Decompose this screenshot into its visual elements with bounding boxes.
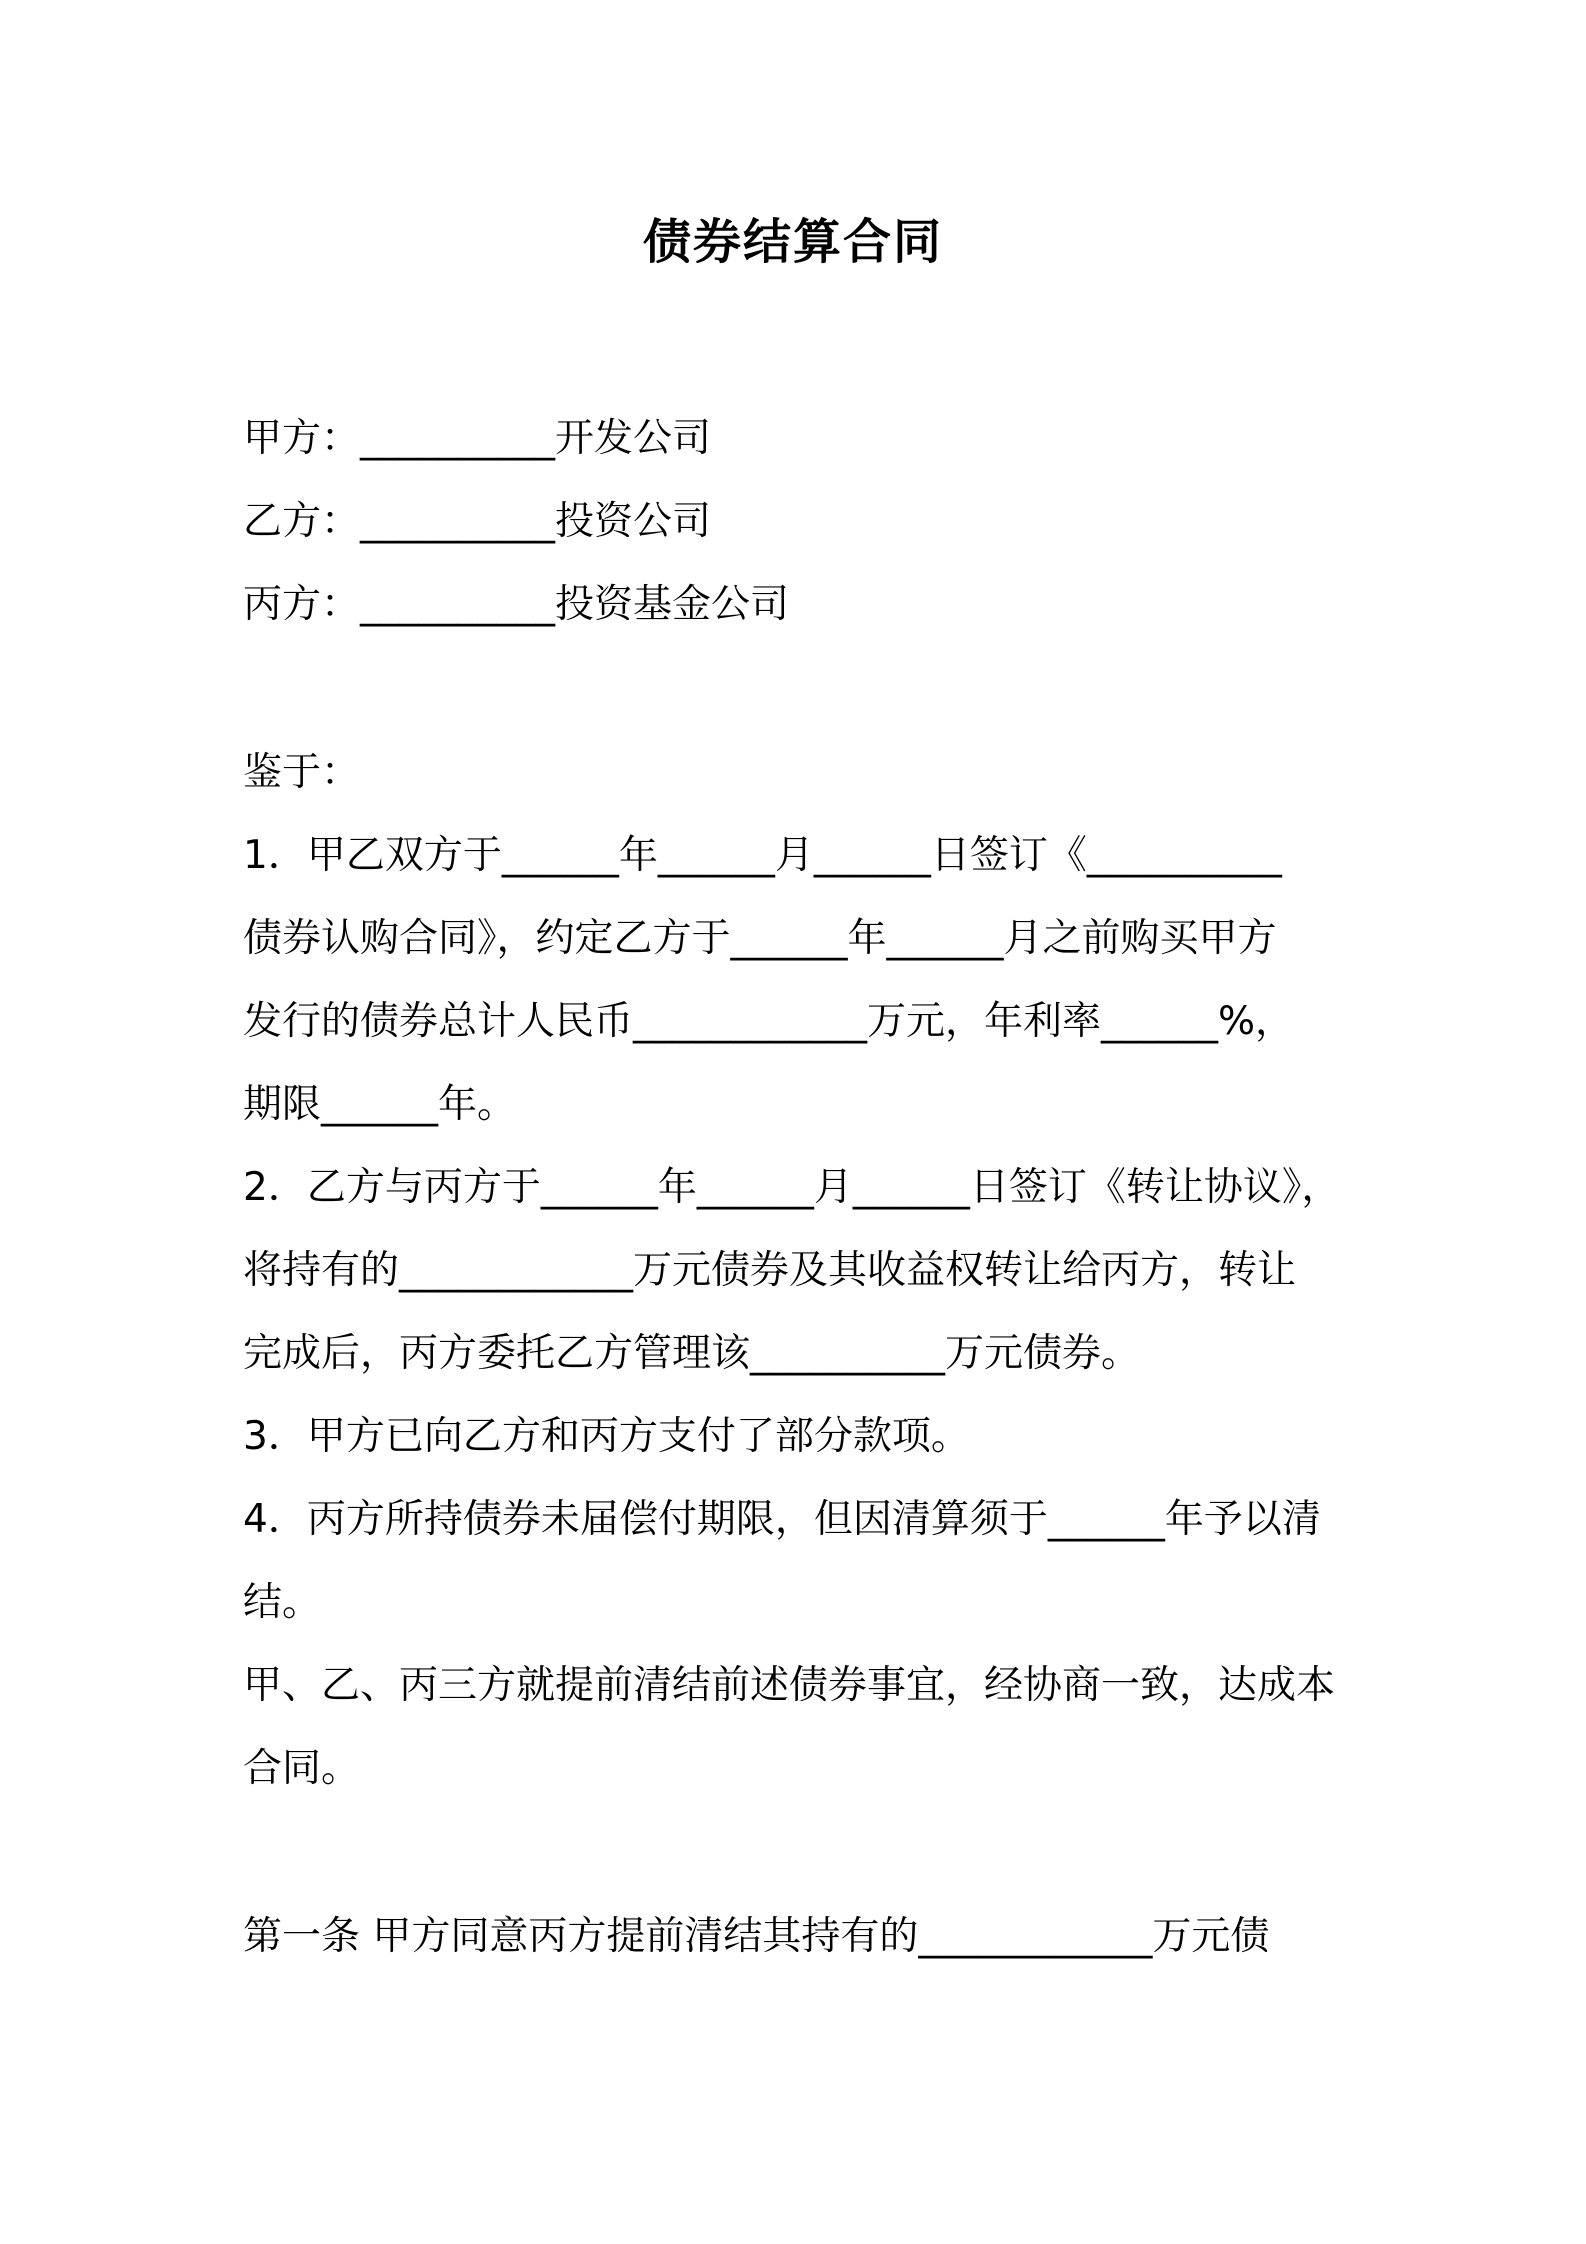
document-title: 债券结算合同 <box>642 214 943 270</box>
clause-3-line-1: 3．甲方已向乙方和丙方支付了部分款项。 <box>243 1414 970 1459</box>
whereas-heading: 鉴于： <box>243 750 361 795</box>
party-a-line: 甲方：__________开发公司 <box>243 416 712 461</box>
clause-2-line-3: 完成后，丙方委托乙方管理该__________万元债券。 <box>243 1331 1141 1376</box>
clause-4-line-2: 结。 <box>243 1580 322 1625</box>
agreement-line-1: 甲、乙、丙三方就提前清结前述债券事宜，经协商一致，达成本 <box>243 1663 1336 1708</box>
clause-4-line-1: 4．丙方所持债券未届偿付期限，但因清算须于______年予以清 <box>243 1497 1321 1542</box>
clause-1-line-2: 债券认购合同》，约定乙方于______年______月之前购买甲方 <box>243 916 1277 961</box>
party-c-line: 丙方：__________投资基金公司 <box>243 582 790 627</box>
clause-1-line-3: 发行的债券总计人民币____________万元，年利率______%， <box>243 999 1295 1044</box>
article-1-line-1: 第一条 甲方同意丙方提前清结其持有的____________万元债 <box>243 1914 1270 1959</box>
party-b-line: 乙方：__________投资公司 <box>243 499 712 544</box>
clause-1-line-4: 期限______年。 <box>243 1082 517 1127</box>
clause-2-line-2: 将持有的____________万元债券及其收益权转让给丙方，转让 <box>243 1248 1297 1293</box>
clause-2-line-1: 2．乙方与丙方于______年______月______日签订《转让协议》， <box>243 1165 1341 1210</box>
agreement-line-2: 合同。 <box>243 1746 361 1791</box>
clause-1-line-1: 1．甲乙双方于______年______月______日签订《__________ <box>243 833 1282 878</box>
